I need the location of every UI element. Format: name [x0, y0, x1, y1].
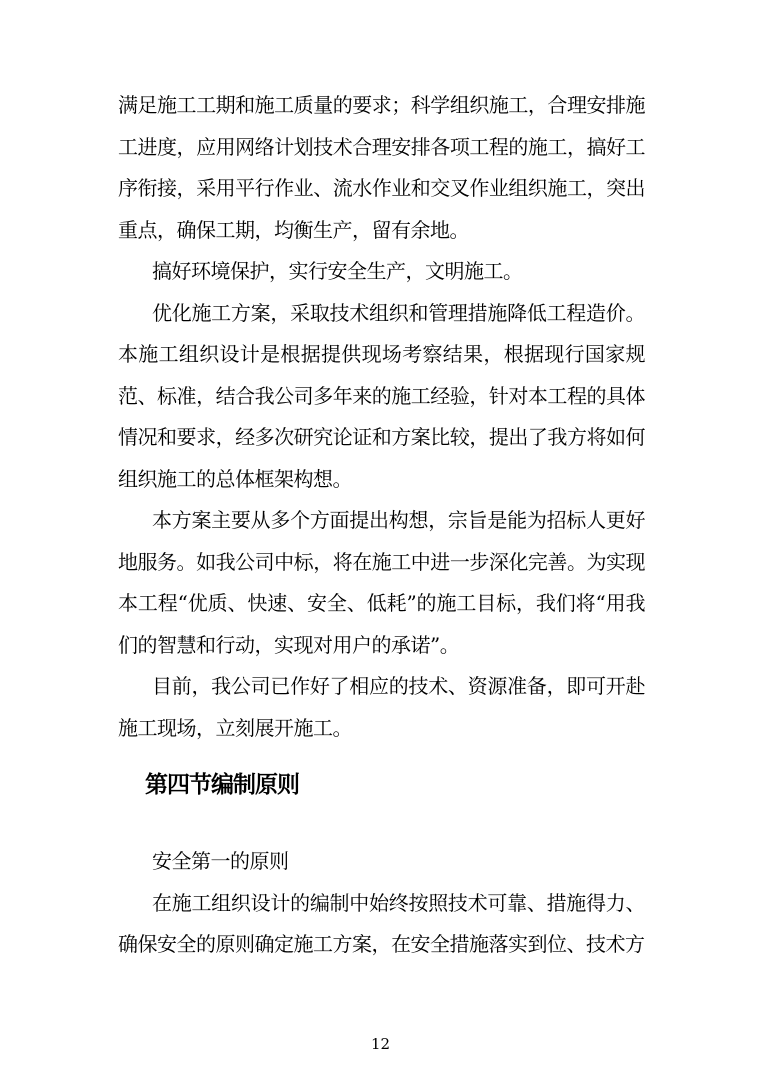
paragraph-safety-principle-body: 在施工组织设计的编制中始终按照技术可靠、措施得力、确保安全的原则确定施工方案，在安全措施落实到位、技术方 [118, 890, 645, 956]
paragraph-safety-principle-title: 安全第一的原则 [152, 849, 289, 873]
paragraph-readiness: 目前，我公司已作好了相应的技术、资源准备，即可开赴施工现场，立刻展开施工。 [118, 674, 645, 740]
document-body [118, 85, 645, 966]
page-number: 12 [370, 1035, 391, 1053]
paragraph-proposal: 本方案主要从多个方面提出构想，宗旨是能为招标人更好地服务。如我公司中标，将在施工中进一步深化完善。为实现本工程“优质、快速、安全、低耗”的施工目标，我们将“用我们的智慧和行动，实现对用户的承诺”。 [118, 508, 645, 657]
paragraph-environment: 搞好环境保护，实行安全生产，文明施工。 [152, 259, 523, 283]
section-heading: 第四节编制原则 [145, 771, 299, 798]
paragraph-goals: 满足施工工期和施工质量的要求；科学组织施工，合理安排施工进度，应用网络计划技术合理安排各项工程的施工，搞好工序衔接，采用平行作业、流水作业和交叉作业组织施工，突出重点，确保工期，均衡生产，留有余地。 [118, 93, 645, 242]
paragraph-optimization: 优化施工方案，采取技术组织和管理措施降低工程造价。本施工组织设计是根据提供现场考察结果，根据现行国家规范、标准，结合我公司多年来的施工经验，针对本工程的具体情况和要求，经多次研究论证和方案比较，提出了我方将如何组织施工的总体框架构想。 [118, 300, 645, 491]
